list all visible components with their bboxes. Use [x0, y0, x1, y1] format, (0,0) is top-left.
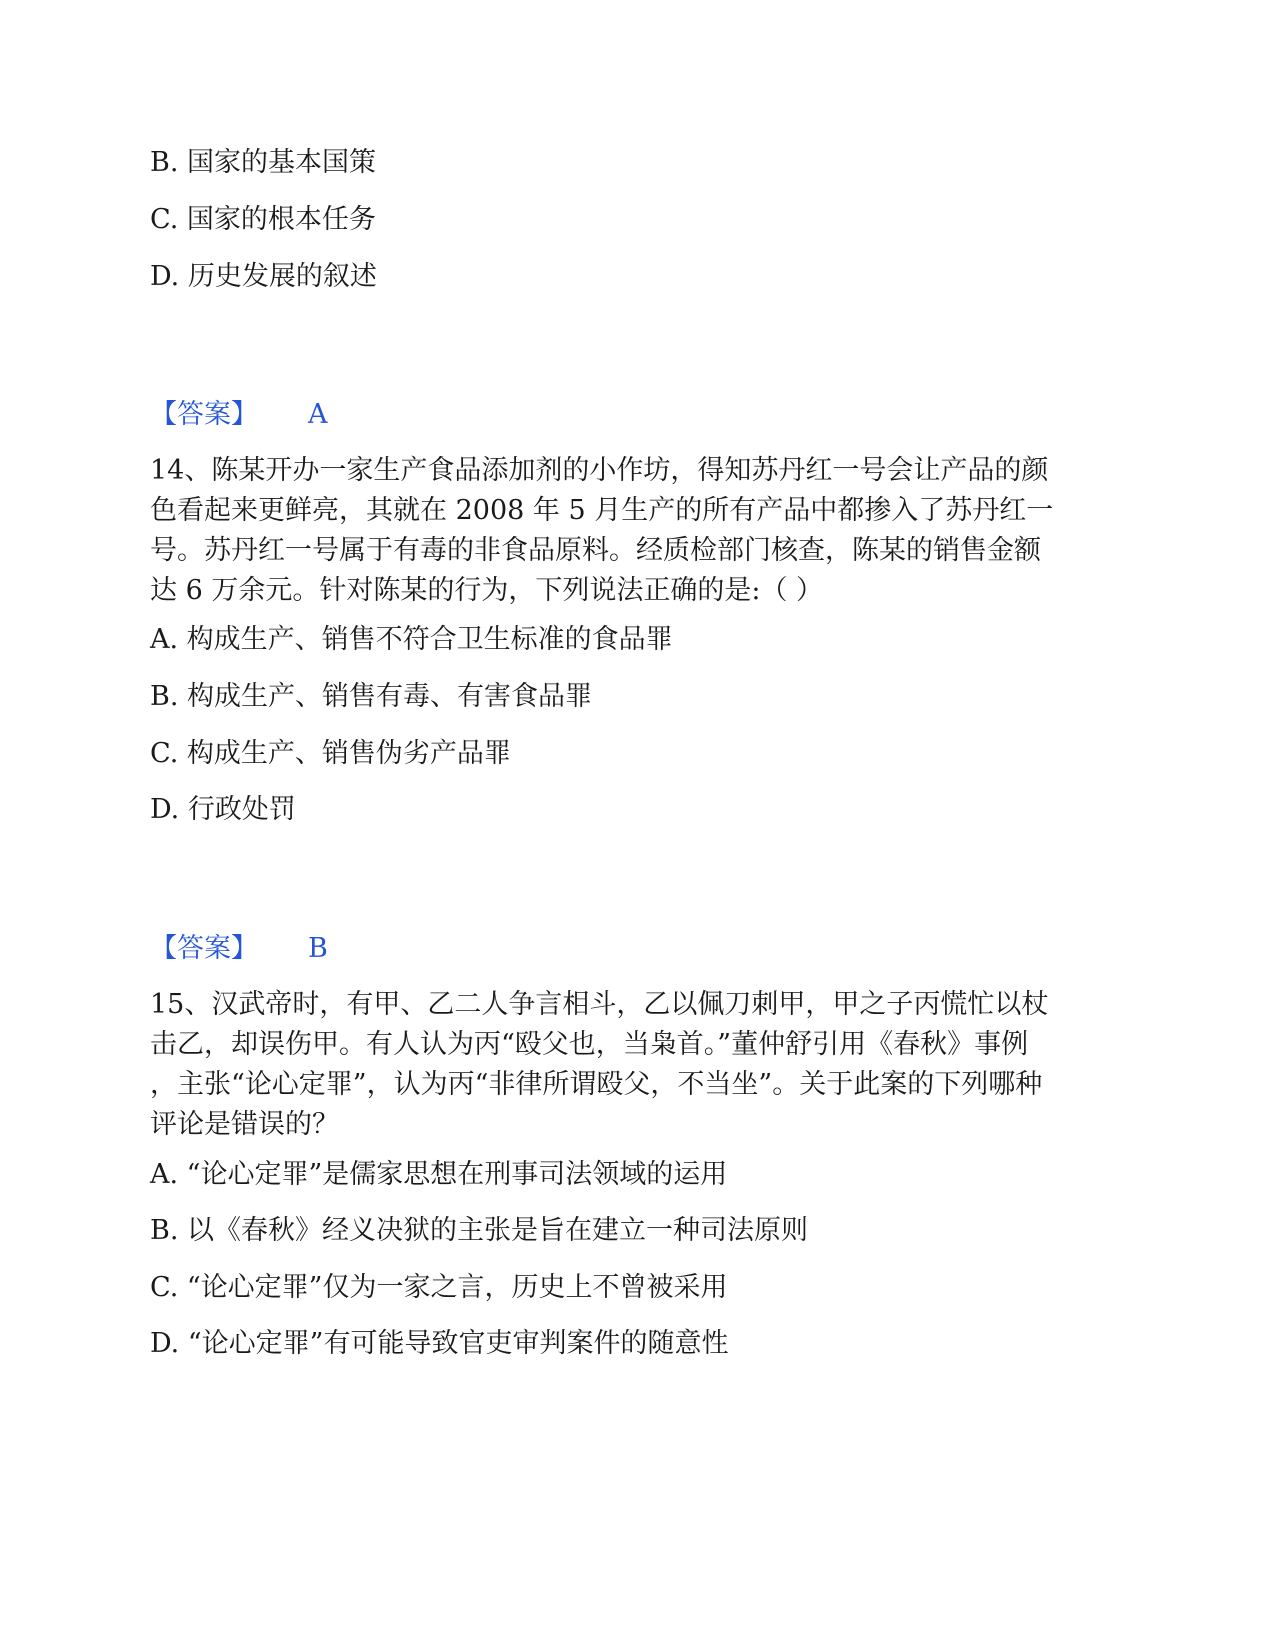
q14-question-line: 色看起来更鲜亮，其就在 2008 年 5 月生产的所有产品中都掺入了苏丹红一 [150, 495, 1054, 526]
q15-question [150, 985, 1120, 1145]
q14-question-line: 14、陈某开办一家生产食品添加剂的小作坊，得知苏丹红一号会让产品的颜 [150, 455, 1049, 486]
q13-answer [150, 395, 328, 435]
q15-option-d: D. “论心定罪”有可能导致官吏审判案件的随意性 [150, 1328, 729, 1359]
q13-option-d: D. 历史发展的叙述 [150, 261, 377, 292]
q14-question-line: 达 6 万余元。针对陈某的行为，下列说法正确的是:（ ） [150, 575, 824, 606]
q14-option-a: A. 构成生产、销售不符合卫生标准的食品罪 [150, 624, 673, 655]
q15-option-c: C. “论心定罪”仅为一家之言，历史上不曾被采用 [150, 1272, 728, 1303]
q14-option-b: B. 构成生产、销售有毒、有害食品罪 [150, 681, 593, 712]
q15-question-line: ，主张“论心定罪”，认为丙“非律所谓殴父，不当坐”。关于此案的下列哪种 [150, 1069, 1043, 1100]
q13-option-c: C. 国家的根本任务 [150, 204, 376, 235]
answer-value: A [308, 399, 328, 430]
q14-option-c: C. 构成生产、销售伪劣产品罪 [150, 738, 511, 769]
q15-question-line: 评论是错误的？ [150, 1109, 339, 1140]
q15-question-line: 15、汉武帝时，有甲、乙二人争言相斗，乙以佩刀刺甲，甲之子丙慌忙以杖 [150, 989, 1049, 1020]
q14-answer [150, 929, 328, 969]
answer-value: B [308, 933, 328, 964]
answer-label: 【答案】 [150, 399, 258, 430]
answer-label: 【答案】 [150, 933, 258, 964]
q14-question [150, 451, 1120, 611]
q14-question-line: 号。苏丹红一号属于有毒的非食品原料。经质检部门核查，陈某的销售金额 [150, 535, 1041, 566]
q13-option-b: B. 国家的基本国策 [150, 147, 377, 178]
q14-option-d: D. 行政处罚 [150, 794, 296, 825]
q15-option-b: B. 以《春秋》经义决狱的主张是旨在建立一种司法原则 [150, 1215, 809, 1246]
q15-question-line: 击乙，却误伤甲。有人认为丙“殴父也，当枭首。”董仲舒引用《春秋》事例 [150, 1029, 1029, 1060]
q15-option-a: A. “论心定罪”是儒家思想在刑事司法领域的运用 [150, 1159, 728, 1190]
